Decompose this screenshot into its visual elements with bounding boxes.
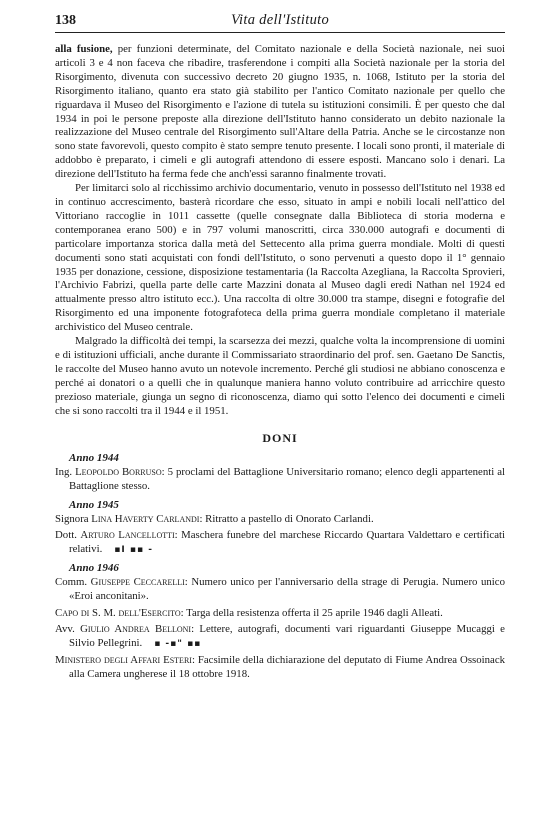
entry-title: Signora	[55, 512, 92, 525]
section-title-doni: DONI	[262, 431, 298, 446]
donation-entry	[55, 654, 505, 681]
print-marks: ▪I ▪▪ -	[114, 544, 153, 555]
donor-name: dell'Esercito	[118, 606, 181, 619]
paragraph-3: Malgrado la difficoltà dei tempi, la scarsezza dei mezzi, qualche volta la incomprensione di uomini e di istituzioni ufficiali, anche durante il Commissariato straordinario del prof. sen. Gaetano De Sanctis, le raccolte del Museo hanno avuto un notevole incremento. Perché gli studiosi ne abbiano conoscenza e perché ai donatori o a quelli che in qualunque maniera hanno voluto contribuire ad arricchire questo prezioso materiale, giunga un segno di riconoscenza, diamo qui sotto l'elenco dei documenti e cimeli che si sono raccolti tra il 1944 e il 1951.	[55, 335, 505, 417]
entry-description: : 5 proclami del Battaglione Universitario romano; elenco degli appartenenti al Battaglione stesso.	[69, 466, 506, 493]
donor-name: Arturo Lancellotti	[80, 529, 175, 542]
donation-entry	[55, 513, 505, 527]
print-marks: ▪ -▪" ▪▪	[154, 638, 202, 649]
paragraph-1	[55, 43, 505, 182]
donation-entry	[55, 607, 505, 621]
year-heading-1944: Anno 1944	[69, 452, 119, 465]
entry-description: : Lettere, autografi, documenti vari riguardanti Giuseppe Mucaggi e Silvio Pellegrini.	[69, 623, 505, 649]
page-header	[55, 12, 505, 33]
donation-entry	[55, 529, 505, 557]
year-heading-1946: Anno 1946	[69, 562, 119, 575]
running-title: Vita dell'Istituto	[230, 12, 330, 28]
paragraph-1-lead: alla fusione,	[55, 43, 113, 55]
donation-entry	[55, 623, 505, 651]
paragraph-1-text: per funzioni determinate, del Comitato nazionale e della Società nazionale, nei suoi articoli 3 e 4 non faceva che ribadire, trasferendone i compiti alla Società nazionale per la storia del Risorgimento, divenuta con successivo decreto 20 giugno 1935, n. 1068, Istituto per la storia del Risorgimento italiano, quanto era stato già stabilito per l'antico Comitato nazionale per quello che riguardava il Museo del Risorgimento e l'azione di tutela su istituzioni consimili. È per questo che dal 1934 in poi le persone preposte alla direzione dell'Istituto hanno considerato un debito nazionale la realizzazione del Museo centrale del Risorgimento sull'Altare della Patria. Anche se le circostanze non sono state favorevoli, questo compito è stato sempre tenuto presente. I locali sono pronti, il materiale di addobbo è preparato, i cimeli e gli autografi attendono di essere esposti. Mancano solo i denari. La direzione dell'Istituto ha ferma fede che anch'essi saranno finalmente trovati.	[55, 43, 505, 181]
donation-entry	[55, 576, 505, 603]
entry-title: Avv.	[55, 623, 81, 636]
donor-name: Giuseppe Ceccarelli	[90, 576, 185, 589]
entry-title: Dott.	[55, 529, 81, 542]
entry-description: : Ritratto a pastello di Onorato Carlandi.	[199, 512, 374, 525]
entry-description: : Numero unico per l'anniversario della strage di Perugia. Numero unico «Eroi anconitani».	[69, 576, 505, 603]
entry-description: : Facsimile della dichiarazione del deputato di Fiume Andrea Ossoinack alla Camera ungherese il 18 ottobre 1918.	[69, 654, 506, 680]
paragraph-2: Per limitarci solo al ricchissimo archivio documentario, venuto in possesso dell'Istituto nel 1938 ed in continuo accrescimento, basterà ricordare che esso, situato in ampi e nobili locali nell'attico del Vittoriano raccoglie in 1011 cassette (quelle consegnate dalla Biblioteca di storia moderna e contemporanea erano 500) e in 797 volumi manoscritti, circa 330.000 autografi e documenti di particolare importanza storica dalla metà del Settecento alla prima guerra mondiale. Molti di questi documenti sono stati acquistati con fondi dell'Istituto, o sono pervenuti a questo dopo il 1° gennaio 1935 per donazione, cessione, disposizione testamentaria (la Raccolta Azegliana, la Raccolta Sprovieri, l'Archivio Fabrizi, quella parte delle carte Mazzini donata al Museo dagli eredi Nathan nel 1924 ed attualmente presso altro istituto ecc.). Una raccolta di oltre 30.000 tra stampe, disegni e fotografie del Risorgimento ed una imponente fotografoteca della prima guerra mondiale completano il materiale archivistico del Museo centrale.	[55, 182, 505, 334]
entry-title: Ing.	[55, 466, 76, 479]
year-heading-1945: Anno 1945	[69, 498, 119, 511]
donation-entry	[55, 466, 505, 493]
entry-title: Comm.	[55, 576, 91, 589]
donor-name: Lina Haverty Carlandi	[91, 512, 200, 525]
entry-title: Capo di S. M.	[55, 606, 119, 619]
entry-description: : Targa della resistenza offerta il 25 aprile 1946 dagli Alleati.	[180, 606, 443, 619]
body-text	[55, 43, 505, 418]
donor-name: Leopoldo Borruso	[75, 466, 162, 479]
entry-description: : Maschera funebre del marchese Riccardo Quartara Valdettaro e certificati relativi.	[69, 529, 505, 555]
donor-name: Ministero degli Affari Esteri	[55, 654, 192, 667]
page-number: 138	[55, 13, 76, 28]
donor-name: Giulio Andrea Belloni	[80, 623, 192, 636]
